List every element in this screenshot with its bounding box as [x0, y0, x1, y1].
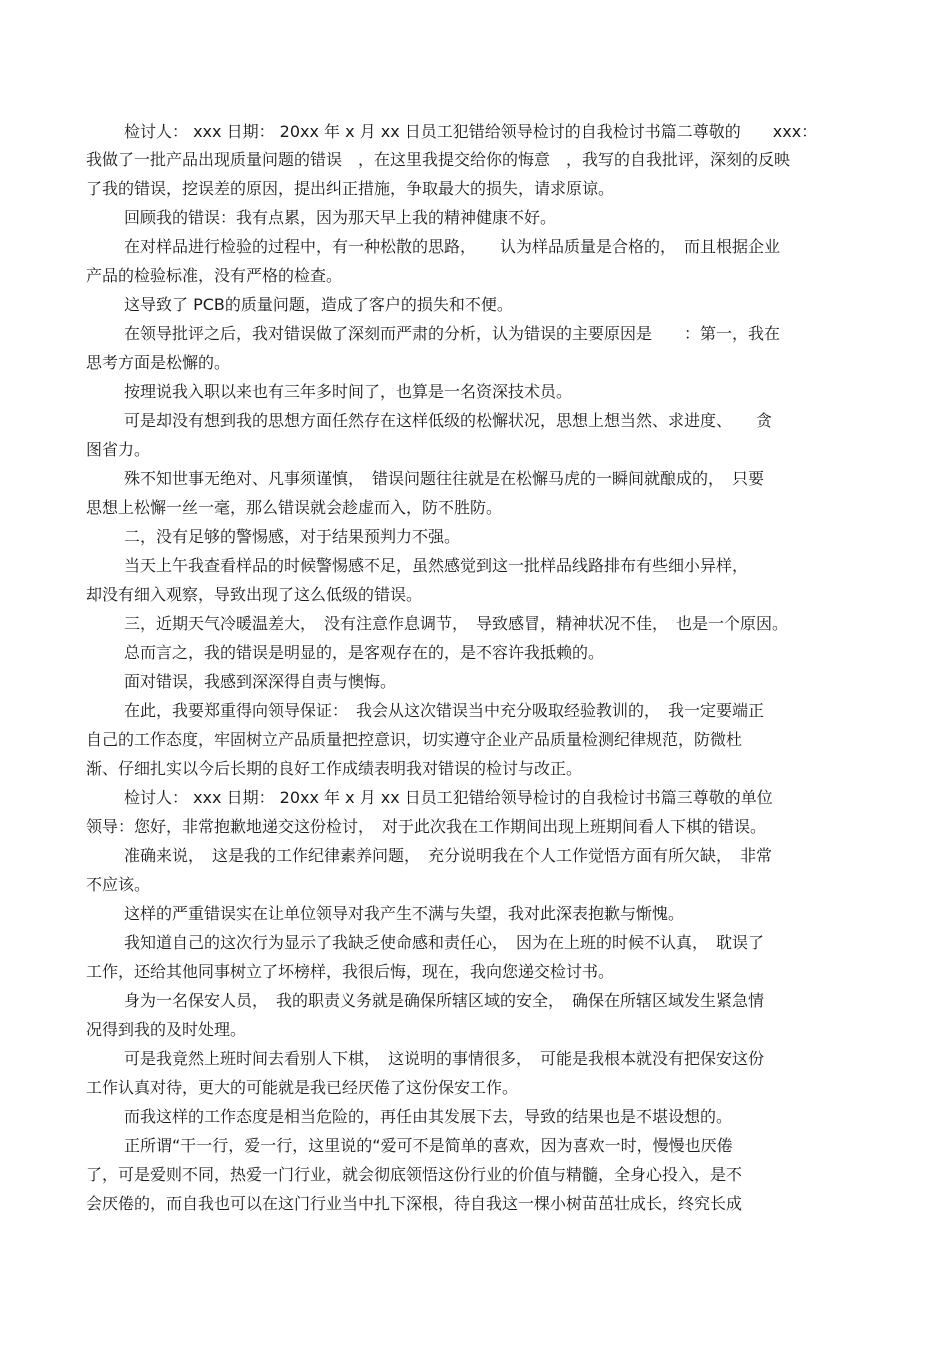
text-line: 图省力。 [86, 440, 151, 459]
text-line: 自己的工作态度，牢固树立产品质量把控意识，切实遵守企业产品质量检测纪律规范，防微杜 [86, 730, 743, 749]
text-line: 我知道自己的这次行为显示了我缺乏使命感和责任心， 因为在上班的时候不认真， 耽误了 [124, 933, 765, 952]
text-line: 工作，还给其他同事树立了坏榜样，我很后悔，现在，我向您递交检讨书。 [86, 962, 615, 981]
text-line: 工作认真对待，更大的可能就是我已经厌倦了这份保安工作。 [86, 1078, 519, 1097]
text-line: 不应该。 [86, 875, 151, 894]
text-line: 身为一名保安人员， 我的职责义务就是确保所辖区域的安全， 确保在所辖区域发生紧急情 [124, 991, 765, 1010]
text-line: 三，近期天气冷暖温差大， 没有注意作息调节， 导致感冒，精神状况不佳， 也是一个原因。 [124, 614, 789, 633]
text-line: 殊不知世事无绝对、凡事须谨慎， 错误问题往往就是在松懈马虎的一瞬间就酿成的， 只要 [124, 469, 765, 488]
text-line: 了我的错误，挖误差的原因，提出纠正措施，争取最大的损失，请求原谅。 [86, 179, 615, 198]
text-line: 渐、仔细扎实以今后长期的良好工作成绩表明我对错误的检讨与改正。 [86, 759, 583, 778]
text-line: 而我这样的工作态度是相当危险的，再任由其发展下去，导致的结果也是不堪设想的。 [124, 1107, 733, 1126]
text-line: 却没有细入观察，导致出现了这么低级的错误。 [86, 585, 423, 604]
text-line: 正所谓“干一行，爱一行，这里说的“爱可不是简单的喜欢，因为喜欢一时，慢慢也厌倦 [124, 1136, 733, 1155]
text-line: 领导：您好，非常抱歉地递交这份检讨， 对于此次我在工作期间出现上班期间看人下棋的错误。 [86, 817, 767, 836]
text-line: 总而言之，我的错误是明显的，是客观存在的，是不容许我抵赖的。 [124, 643, 605, 662]
text-line: 这导致了 PCB的质量问题，造成了客户的损失和不便。 [124, 295, 513, 314]
text-line: 检讨人： xxx 日期： 20xx 年 x 月 xx 日员工犯错给领导检讨的自我检讨书篇三尊敬的单位 [124, 788, 773, 807]
text-line: 准确来说， 这是我的工作纪律素养问题， 充分说明我在个人工作觉悟方面有所欠缺， 非常 [124, 846, 773, 865]
text-line: 在此，我要郑重得向领导保证： 我会从这次错误当中充分吸取经验教训的， 我一定要端正 [124, 701, 765, 720]
text-line: 面对错误，我感到深深得自责与懊悔。 [124, 672, 397, 691]
text-line: 按理说我入职以来也有三年多时间了，也算是一名资深技术员。 [124, 382, 573, 401]
text-line: 了，可是爱则不同，热爱一门行业，就会彻底领悟这份行业的价值与精髓，全身心投入，是不 [86, 1165, 743, 1184]
text-line: 在对样品进行检验的过程中，有一种松散的思路， 认为样品质量是合格的， 而且根据企业 [124, 237, 781, 256]
text-line: 我做了一批产品出现质量问题的错误 ，在这里我提交给你的悔意 ，我写的自我批评，深刻的反映 [86, 150, 791, 169]
text-line: 二，没有足够的警惕感，对于结果预判力不强。 [124, 527, 461, 546]
text-line: 这样的严重错误实在让单位领导对我产生不满与失望，我对此深表抱歉与惭愧。 [124, 904, 685, 923]
text-line: 检讨人： xxx 日期： 20xx 年 x 月 xx 日员工犯错给领导检讨的自我检讨书篇二尊敬的 xxx： [124, 122, 818, 141]
text-line: 可是我竟然上班时间去看别人下棋， 这说明的事情很多， 可能是我根本就没有把保安这份 [124, 1049, 765, 1068]
text-line: 会厌倦的，而自我也可以在这门行业当中扎下深根，待自我这一棵小树苗茁壮成长，终究长成 [86, 1194, 743, 1213]
text-line: 回顾我的错误：我有点累，因为那天早上我的精神健康不好。 [124, 208, 557, 227]
text-line: 可是却没有想到我的思想方面任然存在这样低级的松懈状况，思想上想当然、求进度、 贪 [124, 411, 773, 430]
text-line: 当天上午我查看样品的时候警惕感不足，虽然感觉到这一批样品线路排布有些细小异样， [124, 556, 749, 575]
text-line: 产品的检验标准，没有严格的检查。 [86, 266, 343, 285]
text-line: 在领导批评之后，我对错误做了深刻而严肃的分析，认为错误的主要原因是 ：第一，我在 [124, 324, 781, 343]
text-line: 思想上松懈一丝一毫，那么错误就会趁虚而入，防不胜防。 [86, 498, 503, 517]
text-line: 况得到我的及时处理。 [86, 1020, 247, 1039]
text-line: 思考方面是松懈的。 [86, 353, 231, 372]
